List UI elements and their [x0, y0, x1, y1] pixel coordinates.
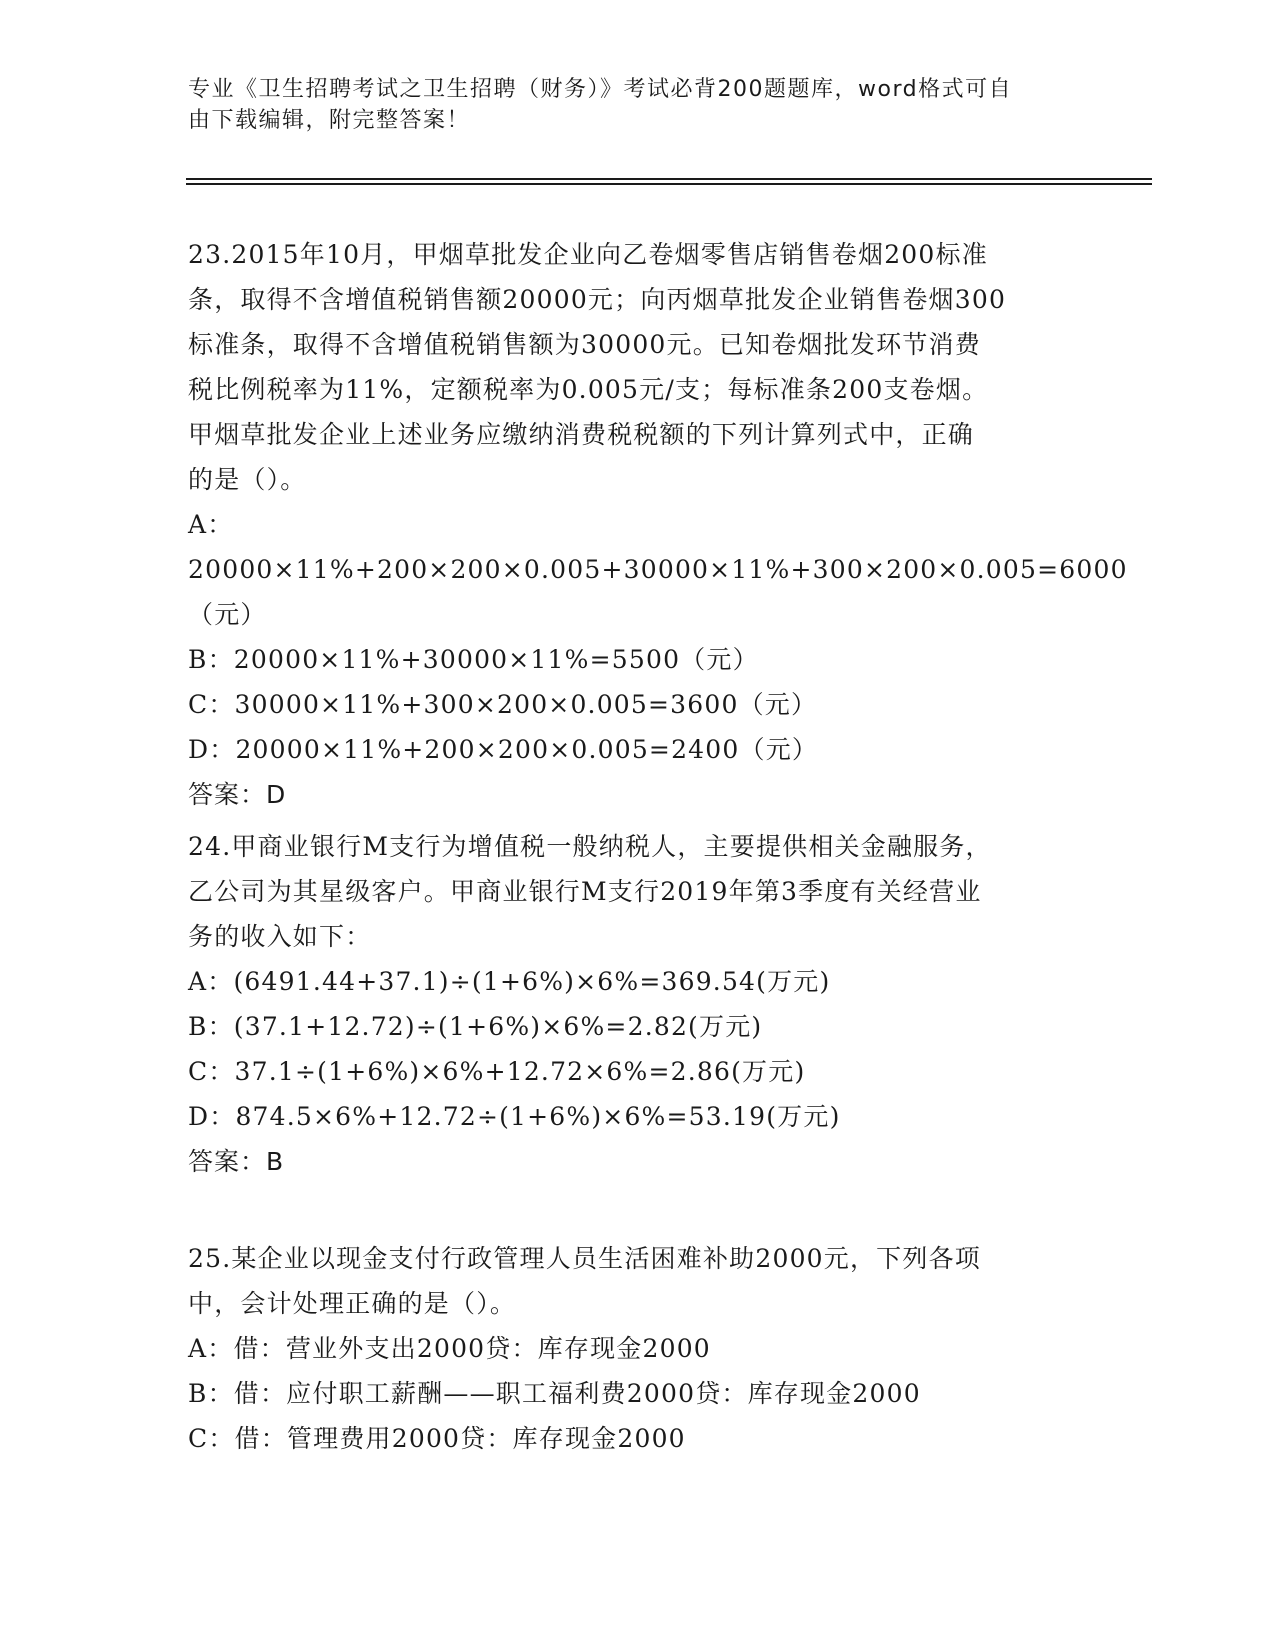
answer: 答案：D: [188, 780, 287, 809]
question-stem-line: 标准条，取得不含增值税销售额为30000元。已知卷烟批发环节消费: [188, 330, 981, 359]
header-divider-bottom: [186, 183, 1152, 185]
header-line-2: 由下载编辑，附完整答案！: [188, 108, 471, 133]
question-stem-line: 23.2015年10月，甲烟草批发企业向乙卷烟零售店销售卷烟200标准: [188, 240, 988, 269]
answer: 答案：B: [188, 1147, 285, 1176]
option-c: C：30000×11%+300×200×0.005=3600（元）: [188, 690, 818, 719]
question-25: [188, 1236, 1088, 1461]
document-header: [188, 74, 1068, 136]
question-stem-line: 24.甲商业银行M支行为增值税一般纳税人，主要提供相关金融服务，: [188, 832, 992, 861]
question-stem-line: 条，取得不含增值税销售额20000元；向丙烟草批发企业销售卷烟300: [188, 285, 1007, 314]
question-23: [188, 232, 1128, 817]
question-stem-line: 25.某企业以现金支付行政管理人员生活困难补助2000元，下列各项: [188, 1244, 981, 1273]
option-a: A：借：营业外支出2000贷：库存现金2000: [188, 1334, 711, 1363]
option-a: A：20000×11%+200×200×0.005+30000×11%+300×200×0.005=6000: [188, 510, 1128, 584]
question-stem-line: 务的收入如下：: [188, 922, 372, 951]
question-stem-line: 的是（）。: [188, 465, 307, 494]
question-stem-line: 税比例税率为11%，定额税率为0.005元/支；每标准条200支卷烟。: [188, 375, 989, 404]
option-b: B：(37.1+12.72)÷(1+6%)×6%=2.82(万元): [188, 1012, 763, 1041]
question-stem-line: 甲烟草批发企业上述业务应缴纳消费税税额的下列计算列式中，正确: [188, 420, 975, 449]
option-b: B：20000×11%+30000×11%=5500（元）: [188, 645, 759, 674]
question-stem-line: 中，会计处理正确的是（）。: [188, 1289, 517, 1318]
option-c: C：借：管理费用2000贷：库存现金2000: [188, 1424, 686, 1453]
question-stem-line: 乙公司为其星级客户。甲商业银行M支行2019年第3季度有关经营业: [188, 877, 982, 906]
option-d: D：874.5×6%+12.72÷(1+6%)×6%=53.19(万元): [188, 1102, 841, 1131]
header-divider-top: [186, 178, 1152, 180]
question-24: [188, 824, 1088, 1184]
option-a-continued: （元）: [188, 600, 267, 629]
option-b: B：借：应付职工薪酬——职工福利费2000贷：库存现金2000: [188, 1379, 921, 1408]
option-c: C：37.1÷(1+6%)×6%+12.72×6%=2.86(万元): [188, 1057, 806, 1086]
option-d: D：20000×11%+200×200×0.005=2400（元）: [188, 735, 819, 764]
option-a: A：(6491.44+37.1)÷(1+6%)×6%=369.54(万元): [188, 967, 831, 996]
header-line-1: 专业《卫生招聘考试之卫生招聘（财务）》考试必背200题题库，word格式可自: [188, 77, 1013, 102]
